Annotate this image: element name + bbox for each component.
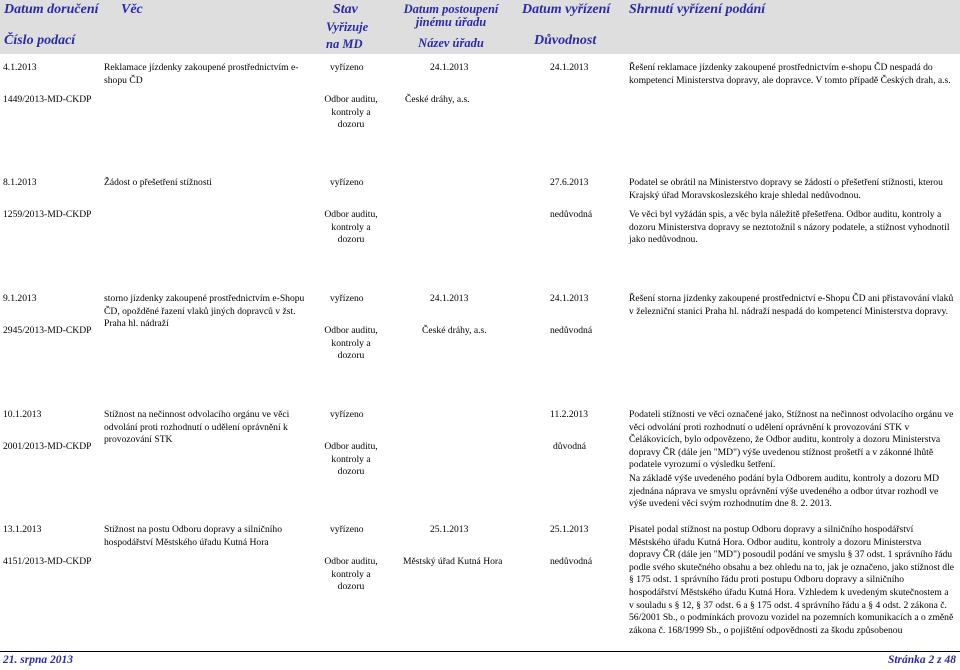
validity: důvodná (553, 441, 587, 452)
resolved-date: 11.2.2013 (550, 409, 589, 420)
state: vyřízeno (330, 177, 364, 188)
forward-date: 24.1.2013 (430, 293, 469, 304)
file-number: 1259/2013-MD-CKDP (3, 209, 92, 220)
summary: Podatel se obrátil na Ministerstvo dopravy se žádostí o přešetření stížnosti, kterou Krajský úřad Moravskoslezského kraje shledal nedůvodnou. (629, 177, 943, 201)
header-delivery-date: Datum doručení (4, 2, 99, 17)
resolved-date: 25.1.2013 (550, 524, 589, 535)
subject: storno jízdenky zakoupené prostřednictvím e-Shopu ČD, opožděné řazení vlaků jiných dopravců v žst. Praha hl. nádraží (104, 293, 305, 330)
header-validity: Důvodnost (534, 33, 597, 48)
header-office-name: Název úřadu (418, 36, 484, 50)
state: vyřízeno (330, 293, 364, 304)
file-number: 2945/2013-MD-CKDP (3, 325, 92, 336)
file-number: 1449/2013-MD-CKDP (3, 94, 92, 105)
header-summary: Shrnutí vyřízení podání (629, 2, 766, 17)
office-name: České dráhy, a.s. (405, 94, 470, 105)
office-name: České dráhy, a.s. (422, 325, 487, 336)
summary: Řešení reklamace jízdenky zakoupené prostřednictvím e-shopu ČD nespadá do kompetencí Ministerstva dopravy, ale dopravce. V tomto případě Českých drah, a.s. (629, 62, 951, 86)
validity: nedůvodná (550, 325, 593, 336)
validity: nedůvodná (550, 209, 593, 220)
footer-divider (0, 651, 960, 652)
summary: Podateli stížnosti ve věci označené jako, Stížnost na nečinnost odvolacího orgánu ve věci odvolání proti rozhodnutí o udělení oprávnění k provozování STK v Čelákovicích, bylo odpovězeno, že Odbor auditu, kontroly a dozoru Ministerstva dopravy ČR (dále jen "MD") výše uvedenou stížnost prošetří a v zákonné lhůtě podatele vyrozumí o výsledku šetření. (629, 409, 954, 471)
header-subject: Věc (121, 2, 143, 17)
header-file-number: Číslo podací (4, 33, 76, 48)
delivery-date: 9.1.2013 (3, 293, 37, 304)
subject: Stížnost na nečinnost odvolacího orgánu ve věci odvolání proti rozhodnutí o udělení oprávnění k provozování STK (104, 409, 290, 446)
delivery-date: 10.1.2013 (3, 409, 42, 420)
resolved-date: 24.1.2013 (550, 293, 589, 304)
state: vyřízeno (330, 524, 364, 535)
header-state: Stav (333, 2, 358, 17)
header-forward-office: jinému úřadu (415, 15, 487, 29)
footer-date: 21. srpna 2013 (3, 654, 73, 666)
table-header (0, 0, 960, 54)
resolved-date: 24.1.2013 (550, 62, 589, 73)
forward-date: 25.1.2013 (430, 524, 469, 535)
handler: Odbor auditu, kontroly a dozoru (324, 325, 378, 362)
handler: Odbor auditu, kontroly a dozoru (324, 556, 378, 593)
delivery-date: 8.1.2013 (3, 177, 37, 188)
summary-detail: Na základě výše uvedeného podání byla Odborem auditu, kontroly a dozoru MD zjednána náprava ve smyslu oprávnění výše uvedeného a odbor útvar rozhodl ve výše uvedení věci svým rozhodnutím dne 8. 2. 2013. (629, 473, 940, 510)
resolved-date: 27.6.2013 (550, 177, 589, 188)
delivery-date: 4.1.2013 (3, 62, 37, 73)
forward-date: 24.1.2013 (430, 62, 469, 73)
handler: Odbor auditu, kontroly a dozoru (324, 94, 378, 131)
summary: Řešení storna jízdenky zakoupené prostřednictví e-Shopu ČD ani přistavování vlaků v železniční stanici Praha hl. nádraží nespadá do kompetencí Ministerstva dopravy. (629, 293, 954, 317)
validity: nedůvodná (550, 556, 593, 567)
state: vyřízeno (330, 62, 364, 73)
subject: Stížnost na postu Odboru dopravy a silničního hospodářství Městského úřadu Kutná Hora (104, 524, 282, 548)
footer-page-number: Stránka 2 z 48 (887, 654, 956, 666)
header-resolved-date: Datum vyřízení (522, 2, 611, 17)
summary: Pisatel podal stížnost na postup Odboru dopravy a silničního hospodářství Městského úřadu Kutná Hora. Odbor auditu, kontroly a dozoru Ministerstva dopravy ČR (dále jen "MD") posoudil podání ve smyslu § 37 odst. 1 správního řádu podle svého skutečného obsahu a bez ohledu na to, jak je označeno, jako stížnost dle § 175 odst. 1 správního řádu proti postupu Odboru dopravy a silničního hospodářství Městského úřadu Kutná Hora. Vzhledem k uvedeným skutečnostem a v souladu s § 12, § 37 odst. 6 a § 175 odst. 4 správního řádu a § 4 odst. 2 zákona č. 56/2001 Sb., o podmínkách provozu vozidel na pozemních komunikacích a o změně zákona č. 168/1999 Sb., o pojištění odpovědnosti za škodu způsobenou (629, 524, 955, 636)
summary-detail: Ve věci byl vyžádán spis, a věc byla náležitě přešetřena. Odbor auditu, kontroly a dozoru Ministerstva dopravy se neztotožnil s názory podatele, a stížnost vyhodnotil jako nedůvodnou. (629, 209, 950, 246)
file-number: 2001/2013-MD-CKDP (3, 441, 92, 452)
subject: Reklamace jízdenky zakoupené prostřednictvím e-shopu ČD (104, 62, 299, 86)
delivery-date: 13.1.2013 (3, 524, 42, 535)
header-forward-date: Datum postoupení (403, 2, 499, 16)
handler: Odbor auditu, kontroly a dozoru (324, 209, 378, 246)
subject: Žádost o přešetření stížnosti (104, 177, 212, 188)
office-name: Městský úřad Kutná Hora (403, 556, 503, 567)
header-handler-md: na MD (326, 37, 363, 51)
file-number: 4151/2013-MD-CKDP (3, 556, 92, 567)
handler: Odbor auditu, kontroly a dozoru (324, 441, 378, 478)
header-handler: Vyřizuje (326, 20, 369, 34)
state: vyřízeno (330, 409, 364, 420)
